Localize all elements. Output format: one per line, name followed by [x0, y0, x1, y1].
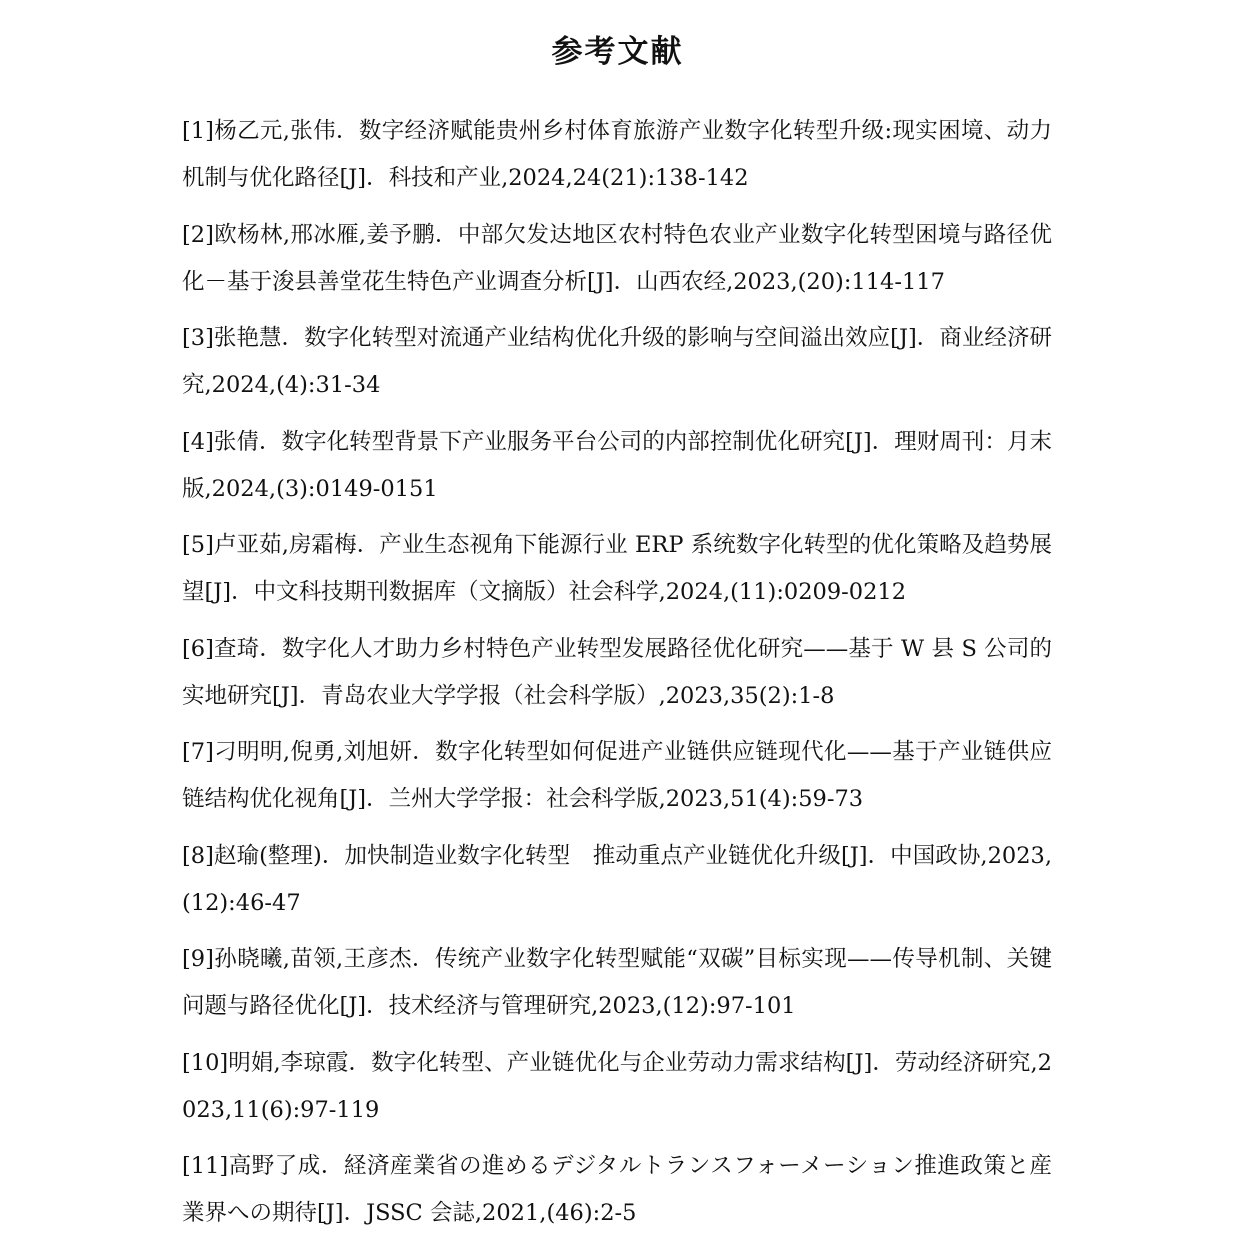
reference-item-9: [9]孙晓曦,苗领,王彦杰．传统产业数字化转型赋能“双碳”目标实现——传导机制、关键问题与路径优化[J]．技术经济与管理研究,2023,(12):97-101	[182, 946, 1052, 1019]
reference-item-7: [7]刁明明,倪勇,刘旭妍．数字化转型如何促进产业链供应链现代化——基于产业链供应链结构优化视角[J]．兰州大学学报：社会科学版,2023,51(4):59-73	[182, 739, 1052, 812]
reference-item-2: [2]欧杨林,邢冰雁,姜予鹏．中部欠发达地区农村特色农业产业数字化转型困境与路径优化－基于浚县善堂花生特色产业调查分析[J]．山西农经,2023,(20):114-117	[182, 221, 1052, 295]
page-title: 参考文献	[551, 34, 684, 70]
reference-item-1: [1]杨乙元,张伟．数字经济赋能贵州乡村体育旅游产业数字化转型升级:现实困境、动力机制与优化路径[J]．科技和产业,2024,24(21):138-142	[182, 118, 1052, 191]
reference-item-8: [8]赵瑜(整理)．加快制造业数字化转型 推动重点产业链优化升级[J]．中国政协,2023,(12):46-47	[182, 842, 1052, 916]
reference-item-3: [3]张艳慧．数字化转型对流通产业结构优化升级的影响与空间溢出效应[J]．商业经济研究,2024,(4):31-34	[182, 325, 1052, 398]
reference-list	[182, 108, 1052, 1247]
reference-item-5: [5]卢亚茹,房霜梅．产业生态视角下能源行业 ERP 系统数字化转型的优化策略及趋势展望[J]．中文科技期刊数据库（文摘版）社会科学,2024,(11):0209-0212	[182, 532, 1052, 605]
reference-item-11: [11]高野了成．経済産業省の進めるデジタルトランスフォーメーション推進政策と産業界への期待[J]．JSSC 会誌,2021,(46):2-5	[182, 1153, 1052, 1226]
reference-item-6: [6]查琦．数字化人才助力乡村特色产业转型发展路径优化研究——基于 W 县 S 公司的实地研究[J]．青岛农业大学学报（社会科学版）,2023,35(2):1-8	[182, 635, 1052, 709]
reference-item-10: [10]明娟,李琼霞．数字化转型、产业链优化与企业劳动力需求结构[J]．劳动经济研究,2023,11(6):97-119	[182, 1049, 1052, 1123]
reference-item-4: [4]张倩．数字化转型背景下产业服务平台公司的内部控制优化研究[J]．理财周刊：月末版,2024,(3):0149-0151	[182, 428, 1052, 502]
